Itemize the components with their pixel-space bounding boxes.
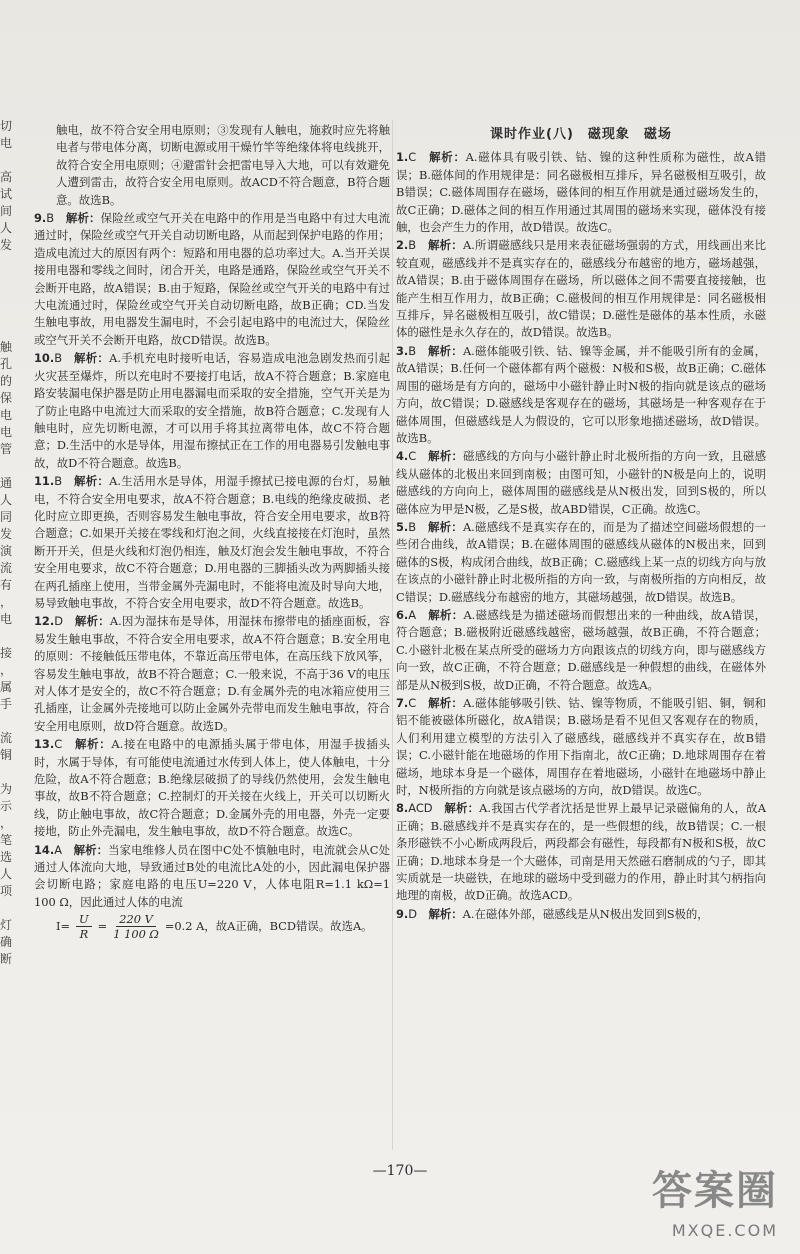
margin-char: 流	[0, 561, 13, 575]
answer-item	[396, 237, 766, 341]
margin-char: 孔	[0, 357, 13, 371]
margin-char: 人	[0, 493, 13, 507]
item-answer: B	[408, 343, 417, 358]
item-answer: C	[408, 449, 417, 464]
item-label: 解析：	[428, 238, 463, 253]
margin-char: 为	[0, 782, 13, 796]
answer-item	[34, 736, 390, 840]
formula-rest: =0.2 A，故A正确，BCD错误。故选A。	[164, 919, 373, 934]
margin-char: 电	[0, 408, 13, 422]
item-answer: B	[408, 238, 417, 253]
item-label: 解析：	[73, 842, 109, 857]
margin-char	[0, 152, 22, 169]
item-number: 4.	[396, 449, 409, 464]
item-number: 12.	[34, 614, 55, 629]
margin-char: 有	[0, 578, 13, 592]
item-answer: D	[408, 906, 418, 921]
item-answer: C	[54, 737, 63, 752]
margin-char: 电	[0, 136, 13, 150]
item-text: A.在磁体外部，磁感线是从N极出发回到S极的，	[462, 906, 709, 921]
answer-item	[396, 448, 766, 518]
page-number: —170—	[372, 1163, 428, 1179]
item-text: A.磁体具有吸引铁、钴、镍的这种性质称为磁性，故A错误；B.磁体间的作用规律是：同名磁极相互排斥，异名磁极相互吸引，故B错误；C.磁体周围存在磁场，磁体间的相互作用就是通过磁场发生的，故C正确；D.磁体之间的相互作用通过其周围的磁场来实现，磁体没有接触，也会产生力的作用，故D错误。故选C。	[396, 150, 766, 235]
margin-char: 电	[0, 425, 13, 439]
item-answer: A	[54, 842, 62, 857]
item-text: 保险丝或空气开关在电路中的作用是当电路中有过大电流通过时，保险丝或空气开关自动切断电路，从而起到保护电路的作用；造成电流过大的原因有两个：短路和用电器的总功率过大。A.当开关误接用电器和零线之间时，闭合开关，电路是通路，保险丝或空气开关不会断开电路，故A错误；B.由于短路，保险丝或空气开关的电路中有过大电流通过时，保险丝或空气开关自动切断电路，故B正确；CD.当发生触电事故，用电器发生漏电时，不会引起电路中的电流过大，保险丝或空气开关不会断开电路，故CD错误。故选B。	[34, 211, 390, 347]
item-text: A.磁感线是为描述磁场而假想出来的一种曲线，故A错误，符合题意；B.磁极附近磁感线越密，磁场越强，故B正确，不符合题意；C.小磁针北极在某点所受的磁场力方向跟该点的切线方向，即与磁感线方向一致，故C正确，不符合题意；D.磁感线是一种假想的曲线，在磁体外部是从N极到S极，故D正确，不符合题意。故选A。	[396, 607, 766, 692]
item-answer: B	[46, 211, 55, 226]
item-text: A.磁感线不是真实存在的，而是为了描述空间磁场假想的一些闭合曲线，故A错误；B.在磁体周围的磁感线从磁体的N极出来，回到磁体的S极，构成闭合曲线，故B正确；C.磁感线上某一点的切线方向与放在该点的小磁针静止时北极所指的方向一致，与南极所指的方向相反，故C错误；D.磁感线分布越密的地方，其磁场越强，故D错误。故选B。	[396, 519, 766, 604]
column-divider	[392, 120, 393, 1150]
margin-char: 试	[0, 187, 13, 201]
item-answer: C	[408, 150, 417, 165]
margin-char: 确	[0, 935, 13, 949]
margin-char: 接	[0, 646, 13, 660]
margin-char: 断	[0, 952, 13, 966]
item-number: 5.	[396, 519, 409, 534]
margin-char: 示	[0, 799, 13, 813]
item-answer: ACD	[408, 801, 433, 816]
margin-char: 管	[0, 442, 13, 456]
margin-char: 项	[0, 884, 13, 898]
margin-char	[0, 288, 22, 305]
margin-char: 演	[0, 544, 13, 558]
margin-char	[0, 458, 22, 475]
item-text: 当家电维修人员在图中C处不慎触电时，电流就会从C处通过人体流向大地，导致通过B处的电流比A处的小，因此漏电保护器会切断电路；家庭电路的电压U=220 V，人体电阻R=1.1 kΩ=1 100 Ω，因此通过人体的电流	[34, 842, 390, 909]
item-number: 9.	[396, 906, 409, 921]
item-label: 解析：	[65, 211, 101, 226]
margin-char	[0, 322, 22, 339]
margin-char	[0, 254, 22, 271]
margin-char: 选	[0, 850, 13, 864]
formula-lhs: I=	[56, 919, 71, 934]
margin-char: 发	[0, 527, 13, 541]
item-text: A.接在电路中的电源插头属于带电体，用湿手拔插头时，水属于导体，有可能使电流通过水传到人体上，使人体触电，十分危险，故A不符合题意；B.绝缘层破损了的导线仍然使用，会发生触电事故，故B不符合题意；C.控制灯的开关接在火线上，开关可以切断火线，防止触电事故，故C符合题意；D.金属外壳的用电器，外壳一定要接地，防止外壳漏电，发生触电事故，故D不符合题意。故选C。	[34, 737, 390, 839]
answer-item	[34, 613, 390, 735]
item-text: A.因为湿抹布是导体，用湿抹布擦带电的插座面板，容易发生触电事故，不符合安全用电要求，故A不符合题意；B.安全用电的原则：不接触低压带电体，不靠近高压带电体，在高压线下放风筝，容易发生触电事故，故B不符合题意；C.一般来说，不高于36 V的电压对人体才是安全的，故C不符合题意；D.有金属外壳的电冰箱应使用三孔插座，让金属外壳接地可以防止金属外壳带电而发生触电事故，符合安全用电原则，故D符合题意。故选D。	[34, 614, 390, 733]
item-label: 解析：	[74, 474, 110, 489]
item-number: 10.	[34, 351, 55, 366]
formula-fraction-2: $\frac{220 V}{1 100 \Omega}$	[113, 912, 159, 942]
item-number: 2.	[396, 238, 409, 253]
item-text: A.磁体能够吸引铁、钴、镍等物质，不能吸引铝、铜，铜和铝不能被磁体所磁化，故A错误；B.磁场是看不见但又客观存在的物质，人们利用建立模型的方法引入了磁感线，磁感线并不真实存在，故B错误；C.小磁针能在地磁场的作用下指南北，故C正确；D.地球周围存在着磁场，地球本身是一个磁体，周围存在着地磁场，小磁针在地磁场中静止时，N极所指的方向就是该点磁场的方向，故D错误。故选C。	[396, 696, 766, 798]
item-text: A.我国古代学者沈括是世界上最早记录磁偏角的人，故A正确；B.磁感线并不是真实存在的，是一些假想的线，故B错误；C.一根条形磁铁不小心断成两段后，两段都会有磁性，每段都有N极和S极，故C正确；D.地球本身是一个大磁体，司南是用天然磁石磨制成的勺子，即其实质就是一块磁铁，在地球的磁场中受到磁力的作用，静止时其勺柄指向地理的南极，故D正确。故选ACD。	[396, 801, 766, 903]
item-answer: B	[408, 519, 417, 534]
answer-item	[396, 149, 766, 236]
answer-item	[396, 800, 766, 904]
margin-char: 保	[0, 391, 13, 405]
margin-char	[0, 271, 22, 288]
margin-char: 属	[0, 680, 13, 694]
left-margin-strip	[0, 118, 22, 1158]
watermark-logo: 答案圈	[652, 1168, 778, 1214]
item-number: 7.	[396, 696, 409, 710]
margin-char: 间	[0, 204, 13, 218]
margin-char: 流	[0, 731, 13, 745]
margin-char: ，	[0, 595, 13, 609]
item-label: 解析：	[428, 696, 464, 710]
watermark-site: MXQE.COM	[671, 1221, 778, 1240]
margin-char	[0, 900, 22, 917]
margin-char: 灯	[0, 918, 13, 932]
item-number: 14.	[34, 842, 55, 857]
answer-item	[396, 695, 766, 799]
item-answer: A	[408, 607, 417, 622]
item-text: 磁感线的方向与小磁针静止时北极所指的方向一致，且磁感线从磁体的北极出来回到南极；由图可知，小磁针的N极是向上的，说明磁感线的方向向上，磁体周围的磁感线是从N极出发，回到S极的，所以磁体应为甲是N极，乙是S极，故ABD错误，C正确。故选C。	[396, 449, 766, 516]
item-number: 8.	[396, 801, 409, 816]
answer-item	[34, 842, 390, 912]
margin-char	[0, 305, 22, 322]
left-column	[34, 122, 390, 942]
margin-char: 切	[0, 119, 13, 133]
item-answer: B	[54, 474, 63, 489]
margin-char: 触	[0, 340, 13, 354]
margin-char: 电	[0, 612, 13, 626]
margin-char	[0, 713, 22, 730]
answer-item	[34, 210, 390, 349]
item-label: 解析：	[428, 906, 463, 921]
margin-char	[0, 764, 22, 781]
item-label: 解析：	[428, 607, 464, 622]
margin-char: 铜	[0, 748, 13, 762]
item-label: 解析：	[75, 737, 112, 752]
item-text: A.磁体能吸引铁、钴、镍等金属，并不能吸引所有的金属，故A错误；B.任何一个磁体都有两个磁极：N极和S极，故B正确；C.磁体周围的磁场是有方向的，磁场中小磁针静止时N极的指向就是该点的磁场方向，故C错误；D.磁感线是客观存在的磁场，其磁场是一种客观存在于磁体周围，但磁感线是人为假设的，它可以形象地描述磁场，故D错误。故选B。	[396, 343, 766, 445]
item-label: 解析：	[428, 449, 464, 464]
section-title: 课时作业(八) 磁现象 磁场	[490, 127, 672, 142]
margin-char: 手	[0, 697, 13, 711]
answer-item	[396, 607, 766, 694]
item-label: 解析：	[429, 150, 466, 165]
margin-char: 高	[0, 170, 13, 184]
answer-item	[34, 473, 390, 612]
margin-char: ，	[0, 663, 13, 677]
answer-item	[396, 519, 766, 606]
item-number: 3.	[396, 343, 409, 358]
item-label: 解析：	[74, 614, 110, 629]
item-label: 解析：	[444, 801, 480, 816]
answer-item	[34, 350, 390, 472]
margin-char: 人	[0, 867, 13, 881]
item-label: 解析：	[428, 519, 463, 534]
margin-char: ，	[0, 816, 13, 830]
margin-char	[0, 628, 22, 645]
item-answer: C	[408, 696, 417, 710]
item-text: A.所谓磁感线只是用来表征磁场强弱的方式，用线画出来比较直观，磁感线并不是真实存在的，磁感线分布越密的地方，磁场越强，故A错误；B.由于磁体周围存在磁场，所以磁体之间不需要直接接触，也能产生相互作用力，故B正确；C.磁极间的相互作用规律是：同名磁极相互排斥，异名磁极相互吸引，故C错误；D.磁性是磁体的基本性质，永磁体的磁性是永久存在的，故D错误。故选B。	[396, 238, 766, 340]
item-number: 6.	[396, 607, 409, 622]
item-text: A.生活用水是导体，用湿手擦拭已接电源的台灯，易触电，不符合安全用电要求，故A不符合题意；B.电线的绝缘皮破损、老化时应立即更换，否则容易发生触电事故，符合安全用电要求，故B符合题意；C.如果开关接在零线和灯泡之间，火线直接接在灯泡时，虽然断开开关，但是火线和灯泡仍相连，触及灯泡会发生触电事故，不符合安全用电要求，故C不符合题意；D.用电器的三脚插头改为两脚插头接在两孔插座上使用，当带金属外壳漏电时，不能将电流及时导向大地，易导致触电事故，不符合安全用电要求，故D不符合题意。故选B。	[34, 474, 390, 610]
item-label: 解析：	[428, 343, 463, 358]
item-number: 9.	[34, 211, 47, 226]
margin-char: 通	[0, 476, 13, 490]
continuation-text: 触电，故不符合安全用电原则；③发现有人触电，施救时应先将触电者与带电体分离，切断电源或用干燥竹竿等绝缘体将电线挑开，故符合安全用电原则；④避雷针会把雷电导入大地，可以有效避免人遭到雷击，故符合安全用电原则。故ACD不符合题意，B符合题意。故选B。	[56, 123, 390, 207]
item-answer: D	[54, 614, 63, 629]
margin-char: 的	[0, 374, 13, 388]
formula-fraction-1: $\frac{U}{R}$	[76, 912, 92, 941]
margin-char: 同	[0, 510, 13, 524]
answer-item	[396, 906, 766, 923]
item-number: 11.	[34, 474, 55, 489]
item-text: A.手机充电时接听电话，容易造成电池急剧发热而引起火灾甚至爆炸，所以充电时不要接打电话，故A不符合题意；B.家庭电路安装漏电保护器是防止用电器漏电而采取的安全措施，空气开关是为了防止电路中电流过大而采取的安全措施，故B符合题意；C.发现有人触电时，应先切断电源，才可以用手将其拉离带电体，故C不符合题意；D.生活中的水是导体，用湿布擦拭正在工作的用电器易引发触电事故，故D不符合题意。故选B。	[34, 351, 390, 470]
margin-char: 笔	[0, 833, 13, 847]
item-number: 1.	[396, 150, 409, 165]
margin-char: 人	[0, 221, 13, 235]
right-column	[396, 122, 766, 924]
margin-char: 发	[0, 238, 13, 252]
answer-item	[396, 343, 766, 447]
item-number: 13.	[34, 737, 55, 752]
item-answer: B	[54, 351, 63, 366]
current-formula: I= $\frac{U}{R}$ = $\frac{220 V}{1 100 \Omega}$ =0.2 A，故A正确，BCD错误。故选A。	[56, 912, 373, 942]
item-label: 解析：	[74, 351, 110, 366]
